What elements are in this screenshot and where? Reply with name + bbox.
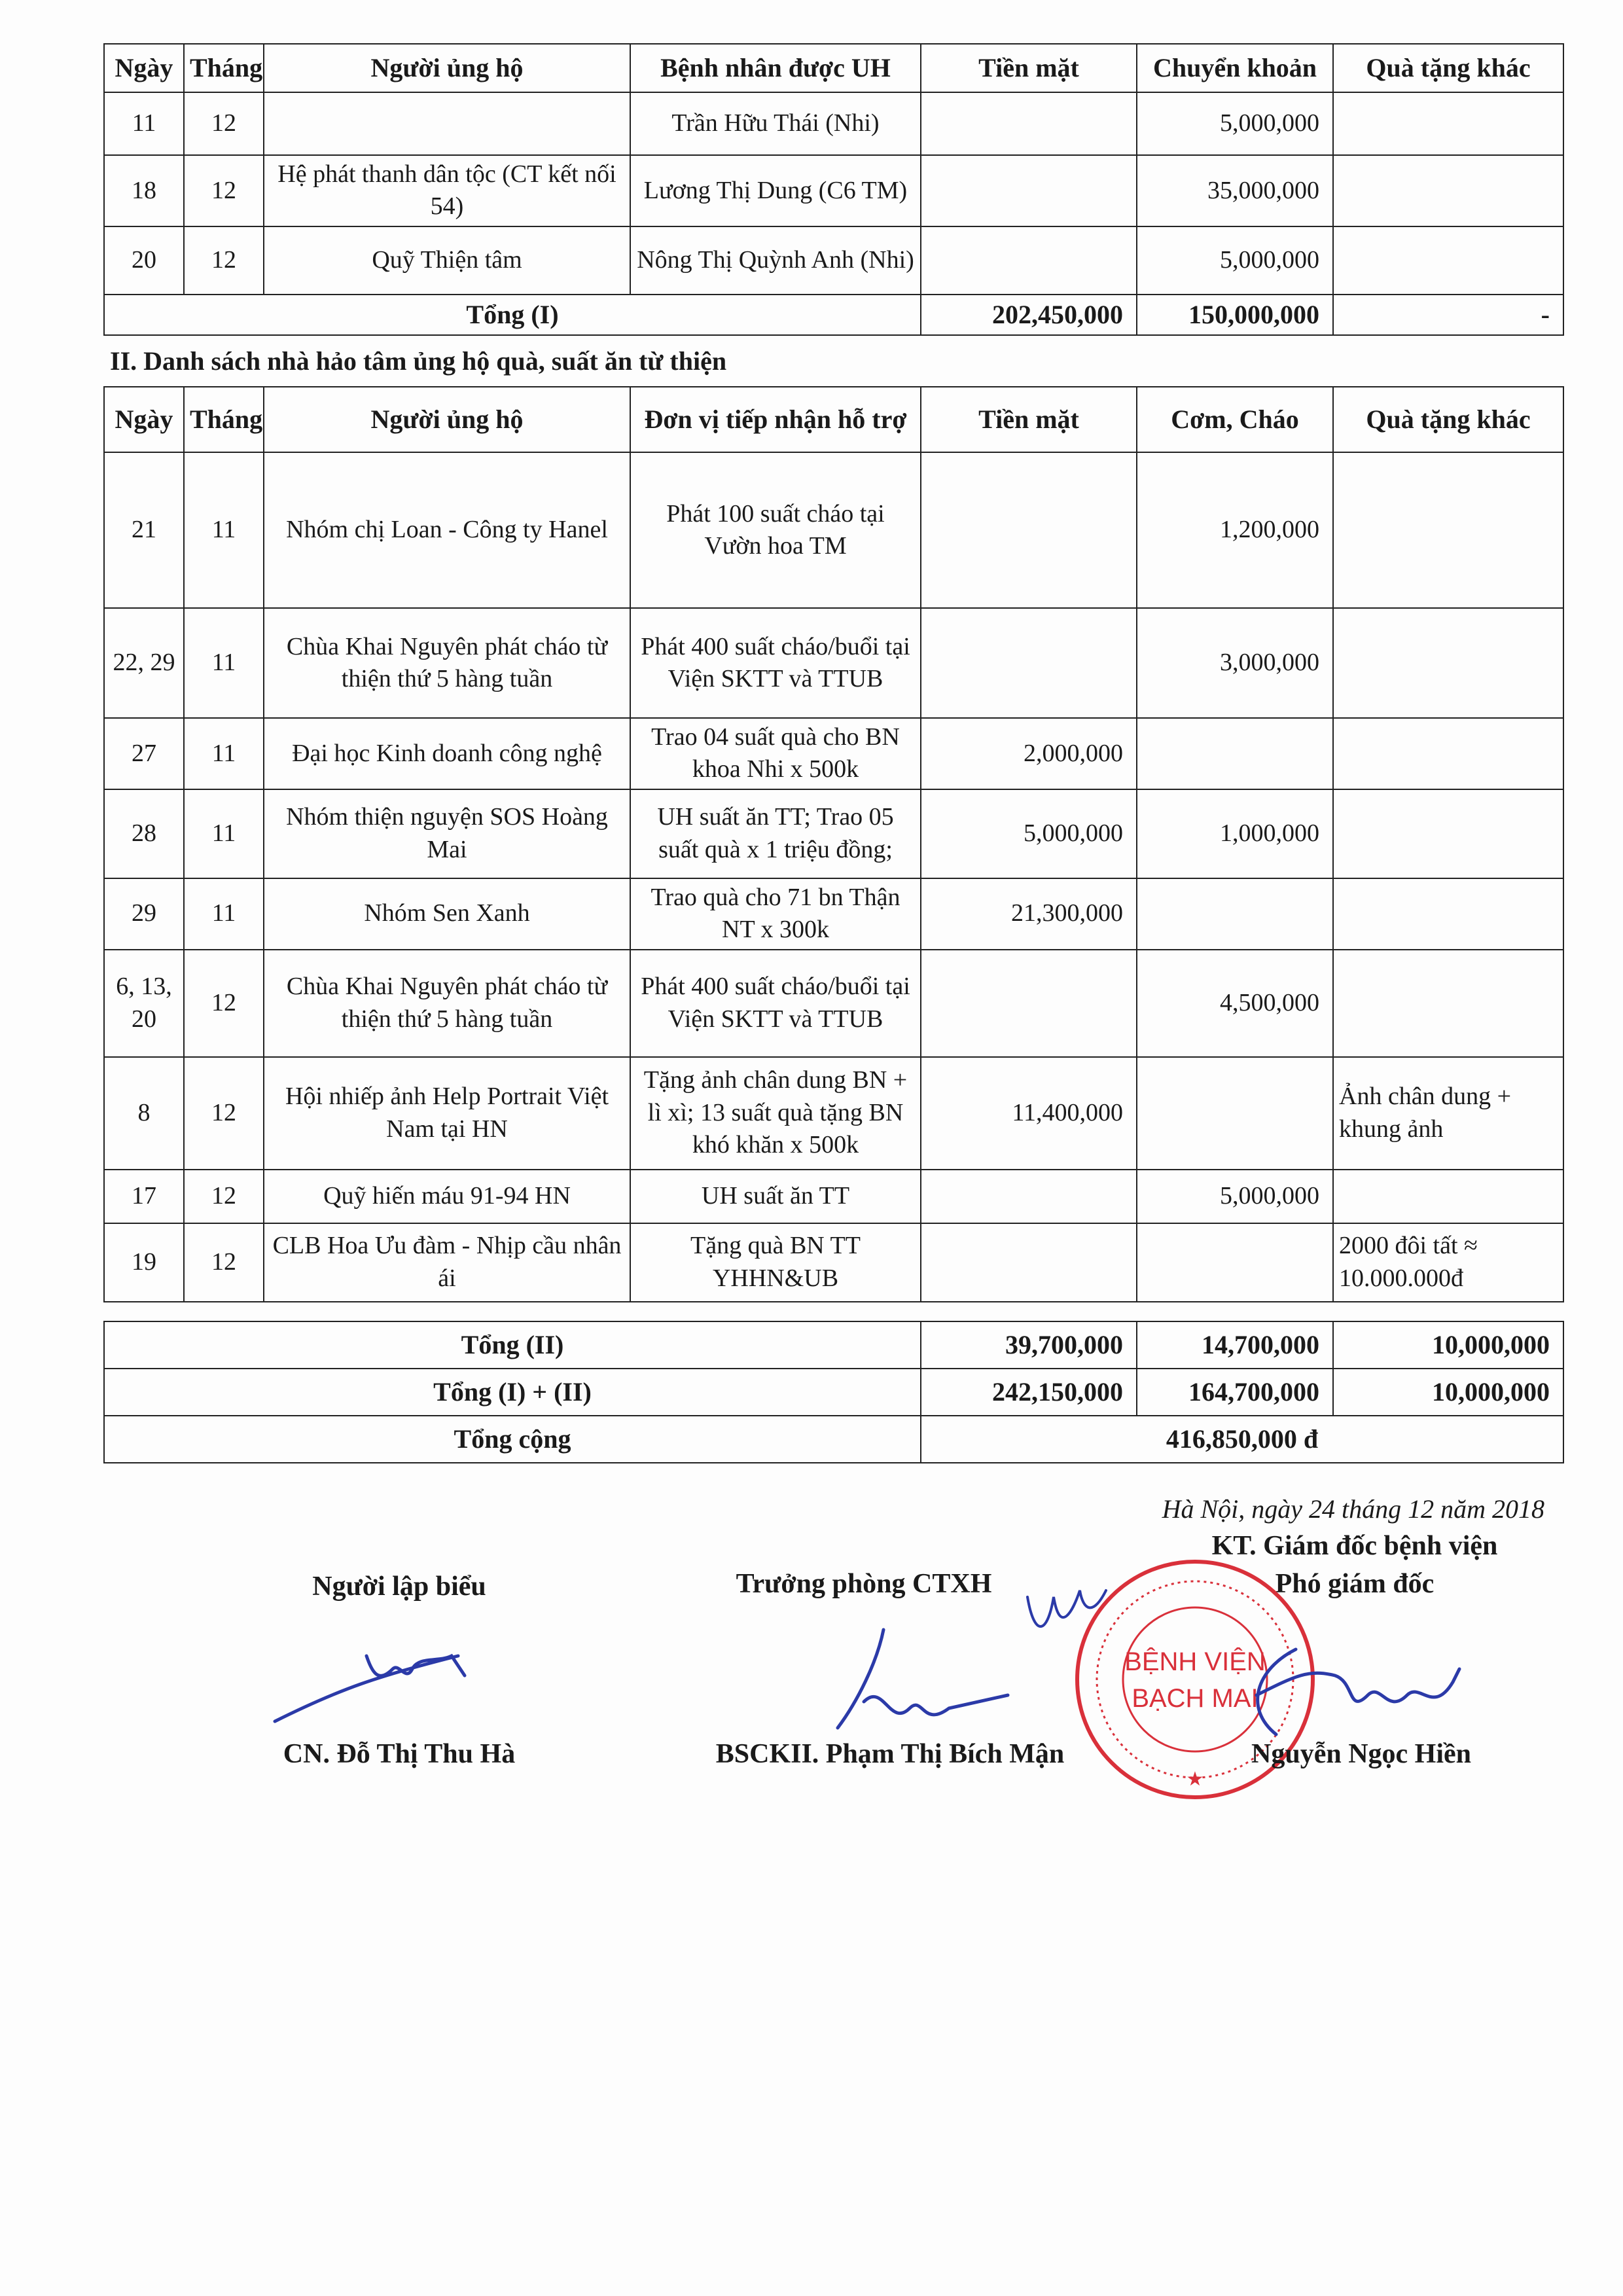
cell-don-vi: Phát 100 suất cháo tại Vườn hoa TM xyxy=(630,452,921,608)
head-signature-icon xyxy=(825,1623,1021,1734)
total-label: Tổng (I) xyxy=(104,295,921,335)
cell-ngay: 11 xyxy=(104,92,184,155)
cell-don-vi: Phát 400 suất cháo/buổi tại Viện SKTT và TTUB xyxy=(630,950,921,1057)
cell-com-chao xyxy=(1137,1057,1333,1170)
cell-thang: 11 xyxy=(184,718,264,789)
cell-qua xyxy=(1333,878,1563,950)
cell-qua xyxy=(1333,950,1563,1057)
header-don-vi: Đơn vị tiếp nhận hỗ trợ xyxy=(630,387,921,452)
deputy-director-title: Phó giám đốc xyxy=(1275,1569,1435,1599)
cell-qua xyxy=(1333,1170,1563,1223)
cell-don-vi: Phát 400 suất cháo/buổi tại Viện SKTT và TTUB xyxy=(630,608,921,718)
place-date: Hà Nội, ngày 24 tháng 12 năm 2018 xyxy=(1162,1494,1544,1524)
stamp-line-1: BỆNH VIỆN xyxy=(1124,1647,1266,1676)
totals-table xyxy=(103,1321,1564,1463)
cell-ngay: 29 xyxy=(104,878,184,950)
total-i-ii-tien-mat: 242,150,000 xyxy=(921,1369,1137,1416)
stamp-line-2: BẠCH MAI xyxy=(1132,1684,1258,1713)
cell-nguoi: Quỹ Thiện tâm xyxy=(264,226,630,295)
total-chuyen-khoan: 150,000,000 xyxy=(1137,295,1333,335)
cell-com-chao: 1,200,000 xyxy=(1137,452,1333,608)
cell-com-chao xyxy=(1137,878,1333,950)
table-row xyxy=(104,950,1563,1057)
cell-qua xyxy=(1333,92,1563,155)
cell-tien-mat xyxy=(921,1170,1137,1223)
header-tien-mat: Tiền mặt xyxy=(921,387,1137,452)
cell-qua xyxy=(1333,226,1563,295)
total-row-ii xyxy=(104,1321,1563,1369)
cell-don-vi: Trao 04 suất quà cho BN khoa Nhi x 500k xyxy=(630,718,921,789)
total-qua: - xyxy=(1333,295,1563,335)
cell-tien-mat xyxy=(921,608,1137,718)
cell-don-vi: Tặng ảnh chân dung BN + lì xì; 13 suất quà tặng BN khó khăn x 500k xyxy=(630,1057,921,1170)
header-ngay: Ngày xyxy=(104,44,184,92)
header-com-chao: Cơm, Cháo xyxy=(1137,387,1333,452)
grand-total-label: Tổng cộng xyxy=(104,1416,921,1463)
cell-qua xyxy=(1333,608,1563,718)
cell-thang: 12 xyxy=(184,155,264,226)
table-row xyxy=(104,155,1563,226)
table-row xyxy=(104,789,1563,878)
table-row xyxy=(104,718,1563,789)
cell-ngay: 20 xyxy=(104,226,184,295)
cell-com-chao: 4,500,000 xyxy=(1137,950,1333,1057)
cell-nguoi: Chùa Khai Nguyên phát cháo từ thiện thứ 5 hàng tuần xyxy=(264,950,630,1057)
cell-qua: 2000 đôi tất ≈ 10.000.000đ xyxy=(1333,1223,1563,1302)
director-signature-icon xyxy=(1217,1630,1492,1748)
cell-nguoi xyxy=(264,92,630,155)
total-i-ii-label: Tổng (I) + (II) xyxy=(104,1369,921,1416)
cell-ngay: 22, 29 xyxy=(104,608,184,718)
cell-thang: 12 xyxy=(184,226,264,295)
total-ii-tien-mat: 39,700,000 xyxy=(921,1321,1137,1369)
cell-qua xyxy=(1333,452,1563,608)
cell-ngay: 27 xyxy=(104,718,184,789)
cell-nguoi: Hội nhiếp ảnh Help Portrait Việt Nam tại HN xyxy=(264,1057,630,1170)
cell-thang: 12 xyxy=(184,950,264,1057)
director-name: Nguyễn Ngọc Hiền xyxy=(1251,1739,1471,1769)
cell-tien-mat: 5,000,000 xyxy=(921,789,1137,878)
table-row xyxy=(104,608,1563,718)
preparer-title: Người lập biểu xyxy=(312,1571,486,1602)
cell-ngay: 8 xyxy=(104,1057,184,1170)
table-row xyxy=(104,1057,1563,1170)
preparer-signature-icon xyxy=(262,1630,497,1728)
header-tien-mat: Tiền mặt xyxy=(921,44,1137,92)
cell-chuyen-khoan: 5,000,000 xyxy=(1137,226,1333,295)
total-ii-label: Tổng (II) xyxy=(104,1321,921,1369)
cell-tien-mat: 11,400,000 xyxy=(921,1057,1137,1170)
cell-thang: 11 xyxy=(184,878,264,950)
cell-nguoi: Đại học Kinh doanh công nghệ xyxy=(264,718,630,789)
header-thang: Tháng xyxy=(184,44,264,92)
cell-chuyen-khoan: 35,000,000 xyxy=(1137,155,1333,226)
cell-com-chao: 3,000,000 xyxy=(1137,608,1333,718)
header-thang: Tháng xyxy=(184,387,264,452)
cell-qua xyxy=(1333,789,1563,878)
section-2-title: II. Danh sách nhà hảo tâm ủng hộ quà, suất ăn từ thiện xyxy=(110,346,727,376)
director-title: KT. Giám đốc bệnh viện xyxy=(1211,1531,1498,1561)
cell-tien-mat xyxy=(921,1223,1137,1302)
cell-nguoi: Nhóm thiện nguyện SOS Hoàng Mai xyxy=(264,789,630,878)
cell-benh-nhan: Trần Hữu Thái (Nhi) xyxy=(630,92,921,155)
header-qua-tang: Quà tặng khác xyxy=(1333,387,1563,452)
cell-qua xyxy=(1333,155,1563,226)
total-ii-com-chao: 14,700,000 xyxy=(1137,1321,1333,1369)
cell-tien-mat: 21,300,000 xyxy=(921,878,1137,950)
total-tien-mat: 202,450,000 xyxy=(921,295,1137,335)
recipient-donation-table xyxy=(103,43,1564,336)
header-nguoi-ung-ho: Người ủng hộ xyxy=(264,387,630,452)
cell-tien-mat xyxy=(921,92,1137,155)
total-i-ii-qua: 10,000,000 xyxy=(1333,1369,1563,1416)
cell-nguoi: Quỹ hiến máu 91-94 HN xyxy=(264,1170,630,1223)
head-title: Trưởng phòng CTXH xyxy=(736,1569,992,1599)
table-header-row xyxy=(104,44,1563,92)
cell-com-chao xyxy=(1137,1223,1333,1302)
cell-tien-mat: 2,000,000 xyxy=(921,718,1137,789)
cell-tien-mat xyxy=(921,452,1137,608)
table-row xyxy=(104,92,1563,155)
cell-tien-mat xyxy=(921,226,1137,295)
initials-signature-icon xyxy=(1021,1571,1113,1649)
cell-ngay: 6, 13, 20 xyxy=(104,950,184,1057)
cell-thang: 12 xyxy=(184,1170,264,1223)
cell-benh-nhan: Nông Thị Quỳnh Anh (Nhi) xyxy=(630,226,921,295)
cell-don-vi: UH suất ăn TT; Trao 05 suất quà x 1 triệu đồng; xyxy=(630,789,921,878)
cell-ngay: 19 xyxy=(104,1223,184,1302)
grand-total-value: 416,850,000 đ xyxy=(921,1416,1563,1463)
cell-ngay: 17 xyxy=(104,1170,184,1223)
cell-qua: Ảnh chân dung + khung ảnh xyxy=(1333,1057,1563,1170)
cell-qua xyxy=(1333,718,1563,789)
total-row-i-ii xyxy=(104,1369,1563,1416)
grand-total-row xyxy=(104,1416,1563,1463)
cell-nguoi: CLB Hoa Ưu đàm - Nhịp cầu nhân ái xyxy=(264,1223,630,1302)
cell-nguoi: Nhóm chị Loan - Công ty Hanel xyxy=(264,452,630,608)
table-row xyxy=(104,226,1563,295)
cell-thang: 11 xyxy=(184,452,264,608)
cell-ngay: 28 xyxy=(104,789,184,878)
cell-nguoi: Chùa Khai Nguyên phát cháo từ thiện thứ 5 hàng tuần xyxy=(264,608,630,718)
header-chuyen-khoan: Chuyển khoản xyxy=(1137,44,1333,92)
table-row xyxy=(104,1170,1563,1223)
cell-ngay: 21 xyxy=(104,452,184,608)
svg-text:★: ★ xyxy=(1186,1768,1204,1790)
cell-nguoi: Hệ phát thanh dân tộc (CT kết nối 54) xyxy=(264,155,630,226)
header-qua-tang: Quà tặng khác xyxy=(1333,44,1563,92)
head-name: BSCKII. Phạm Thị Bích Mận xyxy=(715,1739,1065,1769)
total-ii-qua: 10,000,000 xyxy=(1333,1321,1563,1369)
cell-benh-nhan: Lương Thị Dung (C6 TM) xyxy=(630,155,921,226)
cell-tien-mat xyxy=(921,950,1137,1057)
table-row xyxy=(104,452,1563,608)
cell-tien-mat xyxy=(921,155,1137,226)
cell-thang: 12 xyxy=(184,1223,264,1302)
cell-don-vi: Tặng quà BN TT YHHN&UB xyxy=(630,1223,921,1302)
header-nguoi-ung-ho: Người ủng hộ xyxy=(264,44,630,92)
cell-don-vi: Trao quà cho 71 bn Thận NT x 300k xyxy=(630,878,921,950)
cell-com-chao: 5,000,000 xyxy=(1137,1170,1333,1223)
cell-com-chao xyxy=(1137,718,1333,789)
cell-thang: 11 xyxy=(184,608,264,718)
cell-thang: 12 xyxy=(184,1057,264,1170)
table-row xyxy=(104,1223,1563,1302)
cell-nguoi: Nhóm Sen Xanh xyxy=(264,878,630,950)
total-row-i xyxy=(104,295,1563,335)
cell-thang: 11 xyxy=(184,789,264,878)
gift-meal-donation-table xyxy=(103,386,1564,1302)
table-row xyxy=(104,878,1563,950)
cell-chuyen-khoan: 5,000,000 xyxy=(1137,92,1333,155)
cell-thang: 12 xyxy=(184,92,264,155)
cell-ngay: 18 xyxy=(104,155,184,226)
preparer-name: CN. Đỗ Thị Thu Hà xyxy=(283,1739,516,1769)
header-benh-nhan: Bệnh nhân được UH xyxy=(630,44,921,92)
cell-don-vi: UH suất ăn TT xyxy=(630,1170,921,1223)
header-ngay: Ngày xyxy=(104,387,184,452)
total-i-ii-com-chao: 164,700,000 xyxy=(1137,1369,1333,1416)
table-header-row xyxy=(104,387,1563,452)
cell-com-chao: 1,000,000 xyxy=(1137,789,1333,878)
